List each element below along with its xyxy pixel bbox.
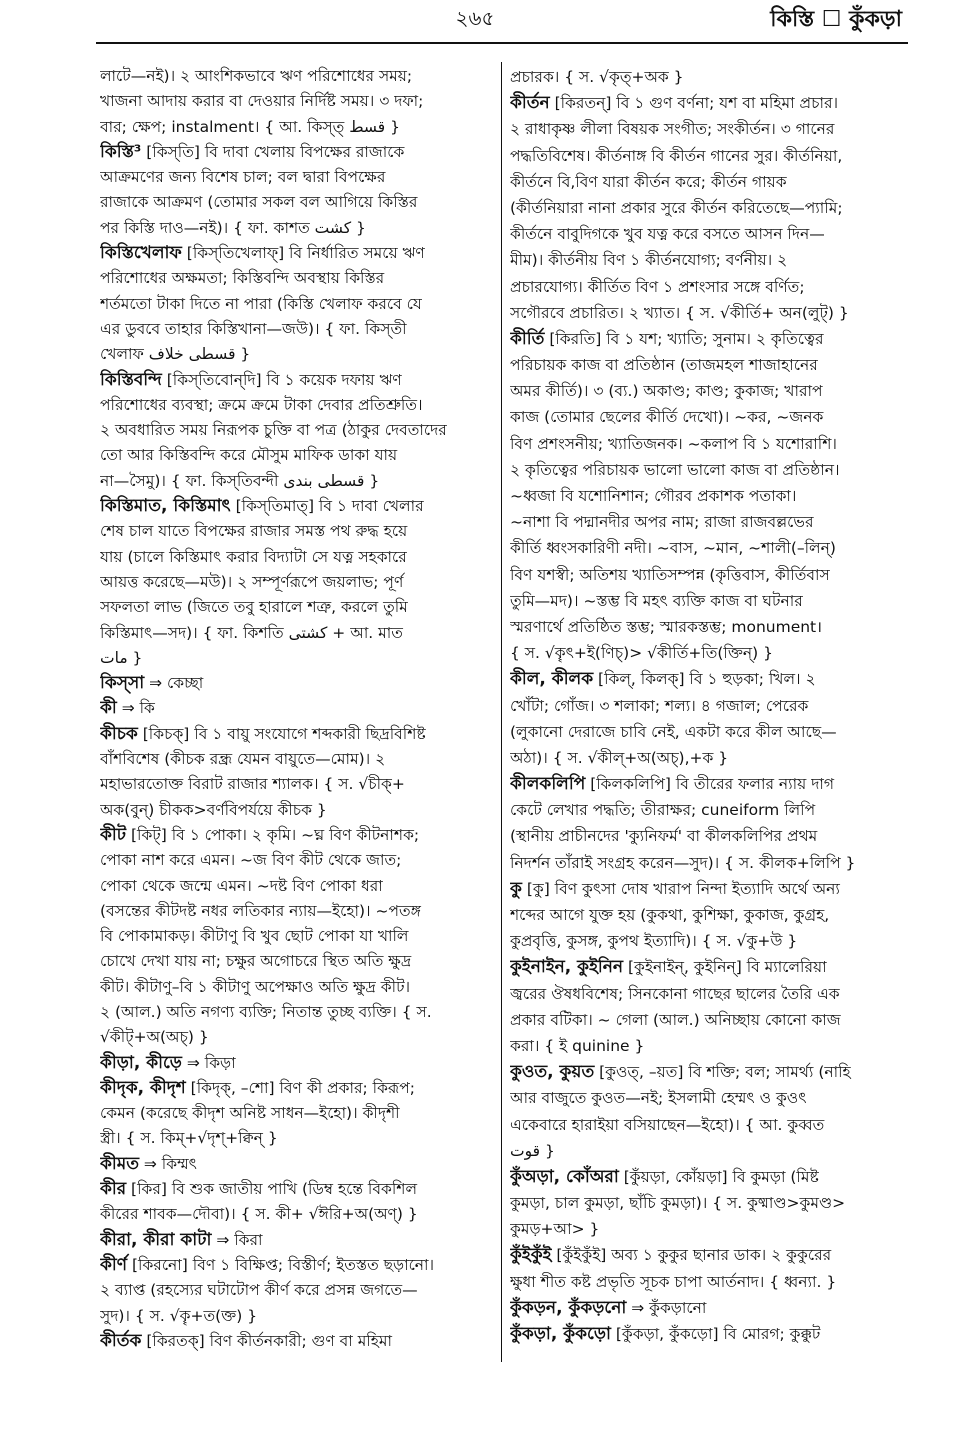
- dictionary-line: [100, 1228, 495, 1253]
- definition-text: প্রকার বটিকা। ~ গেলা (আল.) অনিচ্ছায় কোনো কাজ: [510, 1010, 841, 1029]
- dictionary-line: [510, 823, 908, 849]
- right-column: [510, 64, 908, 1347]
- definition-text: √কীট্+অ(অচ্) }: [100, 1028, 209, 1047]
- definition-text: কীর্তি ধ্বংসকারিণী নদী। ~বাস, ~মান, ~শালী(–লিন্): [510, 539, 836, 558]
- dictionary-line: [100, 342, 495, 367]
- definition-text: চোখে দেখা যায় না; চক্ষুর অগোচরে স্থিত অতি ক্ষুদ্র: [100, 952, 412, 971]
- dictionary-line: [100, 1329, 495, 1354]
- dictionary-line: [510, 300, 908, 326]
- headword: কুওত, কুয়ত: [510, 1062, 595, 1083]
- definition-text: ⇒ কুঁকড়ানো: [626, 1298, 707, 1317]
- dictionary-line: [510, 588, 908, 614]
- dictionary-line: [510, 535, 908, 561]
- dictionary-line: [510, 509, 908, 535]
- dictionary-line: [100, 823, 495, 848]
- dictionary-line: [100, 165, 495, 190]
- dictionary-line: [510, 1242, 908, 1268]
- definition-text: কুমড়া, চাল কুমড়া, ছাঁচি কুমড়া)। { স. কুষ্মাণ্ড>কুমণ্ড>: [510, 1194, 846, 1213]
- definition-text: ২ (আল.) অতি নগণ্য ব্যক্তি; নিতান্ত তুচ্ছ ব্যক্তি। { স.: [100, 1002, 432, 1021]
- column-divider: [501, 62, 502, 1362]
- definition-text: শর্তমতো টাকা দিতে না পারা (কিস্তি খেলাফ করবে যে: [100, 294, 422, 313]
- definition-text: প্রচারযোগ্য। কীর্তিত বিণ ১ প্রশংসার সঙ্গে বর্ণিত;: [510, 277, 805, 296]
- definition-text: [কুওত্, –য়ত] বি শক্তি; বল; সামর্থ্য (নাহি: [594, 1063, 851, 1082]
- definition-text: কীরের শাবক—দৌবা)। { স. কী+ √ঈরি+অ(অণ্) }: [100, 1205, 418, 1224]
- definition-text: ⇒ কি: [116, 699, 155, 718]
- headword: কীর: [100, 1179, 127, 1200]
- headword: কীচক: [100, 723, 138, 744]
- headword: কীমত: [100, 1153, 139, 1174]
- dictionary-line: [510, 771, 908, 797]
- headword: কুঁইকুঁই: [510, 1245, 552, 1266]
- definition-text: এর ডুববে তাহার কিস্তিখানা—জউ)। { ফা. কিস্‌তী: [100, 319, 407, 338]
- dictionary-line: [510, 928, 908, 954]
- dictionary-line: [100, 1177, 495, 1202]
- dictionary-line: [100, 266, 495, 291]
- definition-text: (লুকানো দেরাজে চাবি নেই, একটা করে কীল আছে—: [510, 722, 837, 741]
- dictionary-line: [100, 949, 495, 974]
- dictionary-line: [100, 621, 495, 646]
- definition-text: ~নাশা বি পদ্মানদীর অপর নাম; রাজা রাজবল্লভের: [510, 513, 814, 532]
- definition-text: খোঁটা; গোঁজ। ৩ শলাকা; শল্য। ৪ গজাল; পেরেক: [510, 696, 809, 715]
- headword: কুইনাইন, কুইনিন: [510, 957, 624, 978]
- definition-text: [কুঁইকুঁই] অব্য ১ কুকুর ছানার ডাক। ২ কুকুরের: [551, 1246, 832, 1265]
- definition-text: ২ অবধারিত সময় নিরূপক চুক্তি বা পত্র (ঠাকুর দেবতাদের: [100, 421, 447, 440]
- header-rule: [96, 42, 908, 44]
- dictionary-line: [510, 90, 908, 116]
- dictionary-line: [100, 646, 495, 671]
- definition-text: [কুইনাইন্, কুইনিন্] বি ম্যালেরিয়া: [623, 958, 827, 977]
- definition-text: ২ কৃতিত্বের পরিচায়ক ভালো ভালো কাজ বা প্রতিষ্ঠান।: [510, 460, 840, 479]
- dictionary-line: [100, 89, 495, 114]
- headword: কীর্ণ: [100, 1254, 128, 1275]
- headword: কীট: [100, 824, 127, 845]
- dictionary-line: [100, 696, 495, 721]
- dictionary-line: [510, 640, 908, 666]
- definition-text: সগৌরবে প্রচারিত। ২ খ্যাত। { স. √কীর্তি+ অন(লুট্) }: [510, 303, 849, 322]
- headword: কু: [510, 878, 522, 899]
- dictionary-line: [510, 143, 908, 169]
- definition-text: তো আর কিস্তিবন্দি করে মৌসুম মাফিক ডাকা যায়: [100, 446, 398, 465]
- dictionary-line: [510, 1085, 908, 1111]
- headword: কীরা, কীরা কাটা: [100, 1229, 212, 1250]
- dictionary-line: [510, 431, 908, 457]
- dictionary-line: [510, 378, 908, 404]
- dictionary-line: [510, 1190, 908, 1216]
- definition-text: কেমন (করেছে কীদৃশ অনিষ্ট সাধন—ইহো)। কীদৃশী: [100, 1104, 400, 1123]
- dictionary-line: [510, 221, 908, 247]
- definition-text: [কিরতি] বি ১ যশ; খ্যাতি; সুনাম। ২ কৃতিত্বের: [544, 329, 824, 348]
- dictionary-line: [100, 140, 495, 165]
- dictionary-line: [100, 241, 495, 266]
- headword: কী: [100, 698, 117, 719]
- definition-text: ⇒ কেচ্ছা: [144, 674, 204, 693]
- dictionary-line: [510, 562, 908, 588]
- headword: কীর্তন: [510, 93, 550, 114]
- dictionary-line: [510, 116, 908, 142]
- dictionary-line: [100, 798, 495, 823]
- definition-text: পরিশোধের ব্যবস্থা; ক্রমে ক্রমে টাকা দেবার প্রতিশ্রুতি।: [100, 395, 423, 414]
- guide-words: কিস্তি ☐ কুঁকড়া: [770, 7, 902, 32]
- definition-text: [কুঁয়ড়া, কোঁয়ড়া] বি কুমড়া (মিষ্ট: [618, 1167, 819, 1186]
- definition-text: পদ্ধতিবিশেষ। কীর্তনাঙ্গ বি কীর্তন গানের সুর। কীর্তনিয়া,: [510, 146, 843, 165]
- dictionary-line: [100, 570, 495, 595]
- dictionary-line: [510, 274, 908, 300]
- headword: কীড়া, কীড়ে: [100, 1052, 182, 1073]
- definition-text: বিণ প্রশংসনীয়; খ্যাতিজনক। ~কলাপ বি ১ যশোরাশি।: [510, 434, 837, 453]
- dictionary-line: [510, 745, 908, 771]
- dictionary-line: [100, 848, 495, 873]
- headword: কিস্‌সা: [100, 673, 145, 694]
- definition-text: যায় (চালে কিস্তিমাৎ করার বিদ্যাটা সে যত্ন সহকারে: [100, 547, 407, 566]
- dictionary-line: [510, 483, 908, 509]
- dictionary-line: [510, 457, 908, 483]
- headword: কীল, কীলক: [510, 669, 594, 690]
- dictionary-line: [100, 874, 495, 899]
- definition-text: খাজনা আদায় করার বা দেওয়ার নির্দিষ্ট সময়। ৩ দফা;: [100, 92, 424, 111]
- dictionary-line: [510, 1059, 908, 1085]
- definition-text: [কিদৃক্, –শো] বিণ কী প্রকার; কিরূপ;: [185, 1078, 415, 1097]
- headword: কীর্তক: [100, 1330, 142, 1351]
- definition-text: কাজ (তোমার ছেলের কীর্তি দেখো)। ~কর, ~জনক: [510, 408, 824, 427]
- definition-text: [কিরতন্] বি ১ গুণ বর্ণনা; যশ বা মহিমা প্রচার।: [549, 94, 839, 113]
- headword: কীর্তি: [510, 328, 545, 349]
- definition-text: (বসন্তের কীটদষ্ট নধর লতিকার ন্যায়—ইহো)। ~পতঙ্গ: [100, 901, 421, 920]
- dictionary-line: [100, 747, 495, 772]
- definition-text: নিদর্শন তাঁরাই সংগ্রহ করেন—সুদ)। { স. কীলক+লিপি }: [510, 853, 856, 872]
- left-column: [100, 64, 495, 1354]
- dictionary-line: [100, 115, 495, 140]
- dictionary-line: [510, 352, 908, 378]
- dictionary-line: [100, 292, 495, 317]
- dictionary-line: [100, 1051, 495, 1076]
- dictionary-line: [100, 317, 495, 342]
- headword: কিস্তিমাত, কিস্তিমাৎ: [100, 496, 231, 517]
- definition-text: প্রচারক। { স. √কৃত্+অক }: [510, 68, 684, 86]
- dictionary-line: [100, 1126, 495, 1151]
- definition-text: পরিশোধের অক্ষমতা; কিস্তিবন্দি অবস্থায় কিস্তির: [100, 269, 385, 288]
- definition-text: কেটে লেখার পদ্ধতি; তীরাক্ষর; cuneiform লিপি: [510, 801, 816, 820]
- headword: কিস্তিবন্দি: [100, 369, 162, 390]
- definition-text: [কিলকলিপি] বি তীরের ফলার ন্যায় দাগ: [585, 775, 835, 794]
- headword: কীলকলিপি: [510, 774, 586, 795]
- definition-text: কীট। কীটাণু–বি ১ কীটাণু অপেক্ষাও অতি ক্ষুদ্র কীট।: [100, 977, 411, 996]
- dictionary-line: [100, 722, 495, 747]
- dictionary-line: [100, 418, 495, 443]
- dictionary-line: [100, 1304, 495, 1329]
- dictionary-line: [100, 64, 495, 89]
- definition-text: সুদ)। { স. √কৄ+ত(ক্ত) }: [100, 1306, 258, 1325]
- dictionary-line: [510, 195, 908, 221]
- definition-text: স্ত্রী। { স. কিম্+√দৃশ্+ক্বিন্ }: [100, 1129, 278, 1148]
- dictionary-line: [100, 469, 495, 494]
- dictionary-line: [510, 1321, 908, 1347]
- dictionary-line: [100, 1278, 495, 1303]
- definition-text: ক্ষুধা শীত কষ্ট প্রভৃতি সূচক চাপা আর্তনাদ। { ধ্বন্যা. }: [510, 1272, 837, 1291]
- dictionary-line: [100, 1076, 495, 1101]
- definition-text: রাজাকে আক্রমণ (তোমার সকল বল আগিয়ে কিস্তির: [100, 193, 418, 212]
- definition-text: সফলতা লাভ (জিতে তবু হারালে শত্রু, করলে তুমি: [100, 598, 408, 617]
- headword: কিস্তি³: [100, 141, 142, 162]
- dictionary-line: [100, 1253, 495, 1278]
- dictionary-line: [100, 975, 495, 1000]
- dictionary-line: [100, 368, 495, 393]
- definition-text: আক্রমণের জন্য বিশেষ চাল; বল দ্বারা বিপক্ষের: [100, 168, 386, 187]
- definition-text: ২ ব্যাপ্ত (রহস্যের ঘটাটোপ কীর্ণ করে প্রসন্ন জগতে—: [100, 1281, 418, 1300]
- definition-text: কীর্তনে বাবুদিগকে খুব যত্ন করে বসতে আসন দিন—: [510, 225, 825, 244]
- headword: কুঁকড়ন, কুঁকড়নো: [510, 1297, 627, 1318]
- dictionary-line: [100, 1152, 495, 1177]
- dictionary-line: [510, 719, 908, 745]
- dictionary-line: [100, 671, 495, 696]
- definition-text: [কিরনো] বিণ ১ বিক্ষিপ্ত; বিস্তীর্ণ; ইতস্তত ছড়ানো।: [127, 1255, 435, 1274]
- page-number: ২৬৫: [455, 6, 495, 30]
- dictionary-line: [100, 1025, 495, 1050]
- definition-text: বি পোকামাকড়। কীটাণু বি খুব ছোট পোকা যা খালি: [100, 927, 409, 946]
- definition-text: [কির] বি শুক জাতীয় পাখি (ডিম্ব হন্তে বিকশিল: [126, 1180, 417, 1199]
- definition-text: ⇒ কিরা: [211, 1230, 263, 1249]
- dictionary-line: [100, 595, 495, 620]
- definition-text: জ্বরের ঔষধবিশেষ; সিনকোনা গাছের ছালের তৈরি এক: [510, 984, 840, 1003]
- dictionary-line: [510, 693, 908, 719]
- dictionary-line: [100, 1000, 495, 1025]
- definition-text: করা। { ই quinine }: [510, 1036, 645, 1055]
- dictionary-line: [510, 1269, 908, 1295]
- definition-text: একেবারে হারাইয়া বসিয়াছেন—ইহো)। { আ. কুব্বত: [510, 1115, 825, 1134]
- definition-text: [কিল্, কিলক্] বি ১ হুড়কা; খিল। ২: [593, 670, 816, 689]
- dictionary-line: [100, 772, 495, 797]
- dictionary-line: [100, 190, 495, 215]
- definition-text: [কিট্] বি ১ পোকা। ২ কৃমি। ~ঘ্ন বিণ কীটনাশক;: [126, 825, 420, 844]
- definition-text: قوت }: [510, 1141, 555, 1160]
- definition-text: ~ধ্বজা বি যশোনিশান; গৌরব প্রকাশক পতাকা।: [510, 487, 797, 505]
- dictionary-line: [100, 443, 495, 468]
- dictionary-line: [510, 326, 908, 352]
- definition-text: [কিচক্] বি ১ বায়ু সংযোগে শব্দকারী ছিদ্রবিশিষ্ট: [137, 724, 426, 743]
- definition-text: বার; ক্ষেপ; instalment। { আ. কিস্‌ত্ قسط }: [100, 117, 400, 136]
- definition-text: অক(বুন্) চীকক>বর্ণবিপর্যয়ে কীচক }: [100, 800, 327, 819]
- dictionary-line: [510, 1112, 908, 1138]
- dictionary-line: [510, 876, 908, 902]
- headword: কুঁঅড়া, কোঁঅরা: [510, 1166, 619, 1187]
- dictionary-line: [100, 519, 495, 544]
- definition-text: স্মরণার্থে প্রতিষ্ঠিত স্তম্ভ; স্মারকস্তম্ভ; monument।: [510, 617, 823, 636]
- definition-text: মীম)। কীর্তনীয় বিণ ১ কীর্তনযোগ্য; বর্ণনীয়। ২: [510, 251, 788, 270]
- dictionary-line: [510, 169, 908, 195]
- definition-text: [কুঁকড়া, কুঁকড়ো] বি মোরগ; কুক্কুট: [610, 1325, 821, 1343]
- dictionary-line: [100, 216, 495, 241]
- definition-text: [কিস্‌তিবোন্‌দি] বি ১ কয়েক দফায় ঋণ: [161, 370, 402, 389]
- definition-text: (স্থানীয় প্রাচীনদের 'ক্যুনিফর্ম' বা কীলকলিপির প্রথম: [510, 827, 818, 846]
- dictionary-line: [510, 1138, 908, 1164]
- definition-text: না—সৈমু)। { ফা. কিস্‌তিবন্দী قسطی بندی }: [100, 471, 380, 490]
- dictionary-line: [510, 902, 908, 928]
- definition-text: মহাভারতোক্ত বিরাট রাজার শ্যালক। { স. √চীক্+: [100, 775, 405, 794]
- dictionary-line: [510, 404, 908, 430]
- definition-text: { স. √কৄৎ+ই(ণিচ্)> √কীর্তি+তি(ক্তিন্) }: [510, 644, 774, 663]
- dictionary-line: [100, 494, 495, 519]
- dictionary-line: [510, 850, 908, 876]
- definition-text: কুমড়+আ> }: [510, 1220, 600, 1239]
- headword: কীদৃক, কীদৃশ: [100, 1077, 186, 1098]
- definition-text: লাটে—নই)। ২ আংশিকভাবে ঋণ পরিশোধের সময়;: [100, 67, 413, 85]
- definition-text: কুপ্রবৃত্তি, কুসঙ্গ, কুপথ ইত্যাদি)। { স. √কু+উ }: [510, 932, 798, 951]
- headword: কিস্তিখেলাফ: [100, 243, 182, 264]
- definition-text: আয়ত্ত করেছে—মউ)। ২ সম্পূর্ণরূপে জয়লাভ; পূর্ণ: [100, 572, 404, 591]
- dictionary-line: [100, 1202, 495, 1227]
- dictionary-line: [100, 924, 495, 949]
- definition-text: তুমি—মদ)। ~স্তম্ভ বি মহৎ ব্যক্তি কাজ বা ঘটনার: [510, 591, 803, 610]
- definition-text: কিস্তিমাৎ—সদ)। { ফা. কিশতি کشتی + আ. মাত: [100, 623, 403, 642]
- definition-text: [কিরতক্] বিণ কীর্তনকারী; গুণ বা মহিমা: [141, 1331, 392, 1350]
- dictionary-line: [510, 666, 908, 692]
- dictionary-line: [510, 247, 908, 273]
- definition-text: বিণ যশস্বী; অতিশয় খ্যাতিসম্পন্ন (কৃত্তিবাস, কীর্তিবাস: [510, 565, 830, 584]
- dictionary-line: [510, 1295, 908, 1321]
- dictionary-line: [510, 614, 908, 640]
- dictionary-line: [100, 1101, 495, 1126]
- definition-text: পরিচায়ক কাজ বা প্রতিষ্ঠান (তাজমহল শাজাহানের: [510, 356, 818, 375]
- definition-text: (কীর্তনিয়ারা নানা প্রকার সুরে কীর্তন করিতেছে—প্যামি;: [510, 198, 843, 217]
- definition-text: [কিস্‌তি] বি দাবা খেলায় বিপক্ষের রাজাকে: [141, 142, 405, 161]
- definition-text: শব্দের আগে যুক্ত হয় (কুকথা, কুশিক্ষা, কুকাজ, কুগ্রহ,: [510, 906, 830, 924]
- dictionary-line: [510, 1033, 908, 1059]
- definition-text: খেলাফ قسطی خلاف }: [100, 345, 251, 364]
- dictionary-line: [100, 393, 495, 418]
- definition-text: ⇒ কিড়া: [181, 1053, 236, 1072]
- definition-text: ২ রাধাকৃষ্ণ লীলা বিষয়ক সংগীত; সংকীর্তন। ৩ গানের: [510, 120, 835, 139]
- dictionary-line: [510, 797, 908, 823]
- dictionary-line: [510, 1216, 908, 1242]
- dictionary-line: [510, 64, 908, 90]
- definition-text: [কু] বিণ কুৎসা দোষ খারাপ নিন্দা ইত্যাদি অর্থে অন্য: [521, 879, 840, 898]
- definition-text: [কিস্‌তিমাত্] বি ১ দাবা খেলার: [230, 497, 424, 516]
- headword: কুঁকড়া, কুঁকড়ো: [510, 1324, 611, 1344]
- definition-text: অমর কীর্তি)। ৩ (ব্য.) অকাণ্ড; কাণ্ড; কুকাজ; খারাপ: [510, 382, 823, 401]
- dictionary-line: [510, 1007, 908, 1033]
- dictionary-line: [510, 1164, 908, 1190]
- dictionary-line: [510, 954, 908, 980]
- definition-text: কীর্তনে বি,বিণ যারা কীর্তন করে; কীর্তন গায়ক: [510, 172, 787, 191]
- definition-text: আর বাজুতে কুওত—নই; ইসলামী হেম্মৎ ও কুওৎ: [510, 1089, 807, 1108]
- dictionary-line: [100, 545, 495, 570]
- definition-text: শেষ চাল যাতে বিপক্ষের রাজার সমস্ত পথ রুদ্ধ হয়ে: [100, 522, 408, 541]
- definition-text: [কিস্‌তিখেলাফ্] বি নির্ধারিত সময়ে ঋণ: [181, 244, 425, 263]
- definition-text: ⇒ কিম্মৎ: [138, 1154, 197, 1173]
- definition-text: পোকা থেকে জন্মে এমন। ~দষ্ট বিণ পোকা ধরা: [100, 876, 383, 895]
- dictionary-line: [100, 899, 495, 924]
- definition-text: পর কিস্তি দাও—নই)। { ফা. কাশত كشت }: [100, 218, 366, 237]
- definition-text: বাঁশবিশেষ (কীচক রন্ধ্র যেমন বায়ুতে—মোম)। ২: [100, 750, 386, 769]
- definition-text: অঠা)। { স. √কীল্+অ(অচ্),+ক }: [510, 748, 729, 767]
- definition-text: مات }: [100, 648, 143, 667]
- dictionary-line: [510, 981, 908, 1007]
- definition-text: পোকা নাশ করে এমন। ~জ বিণ কীট থেকে জাত;: [100, 851, 402, 870]
